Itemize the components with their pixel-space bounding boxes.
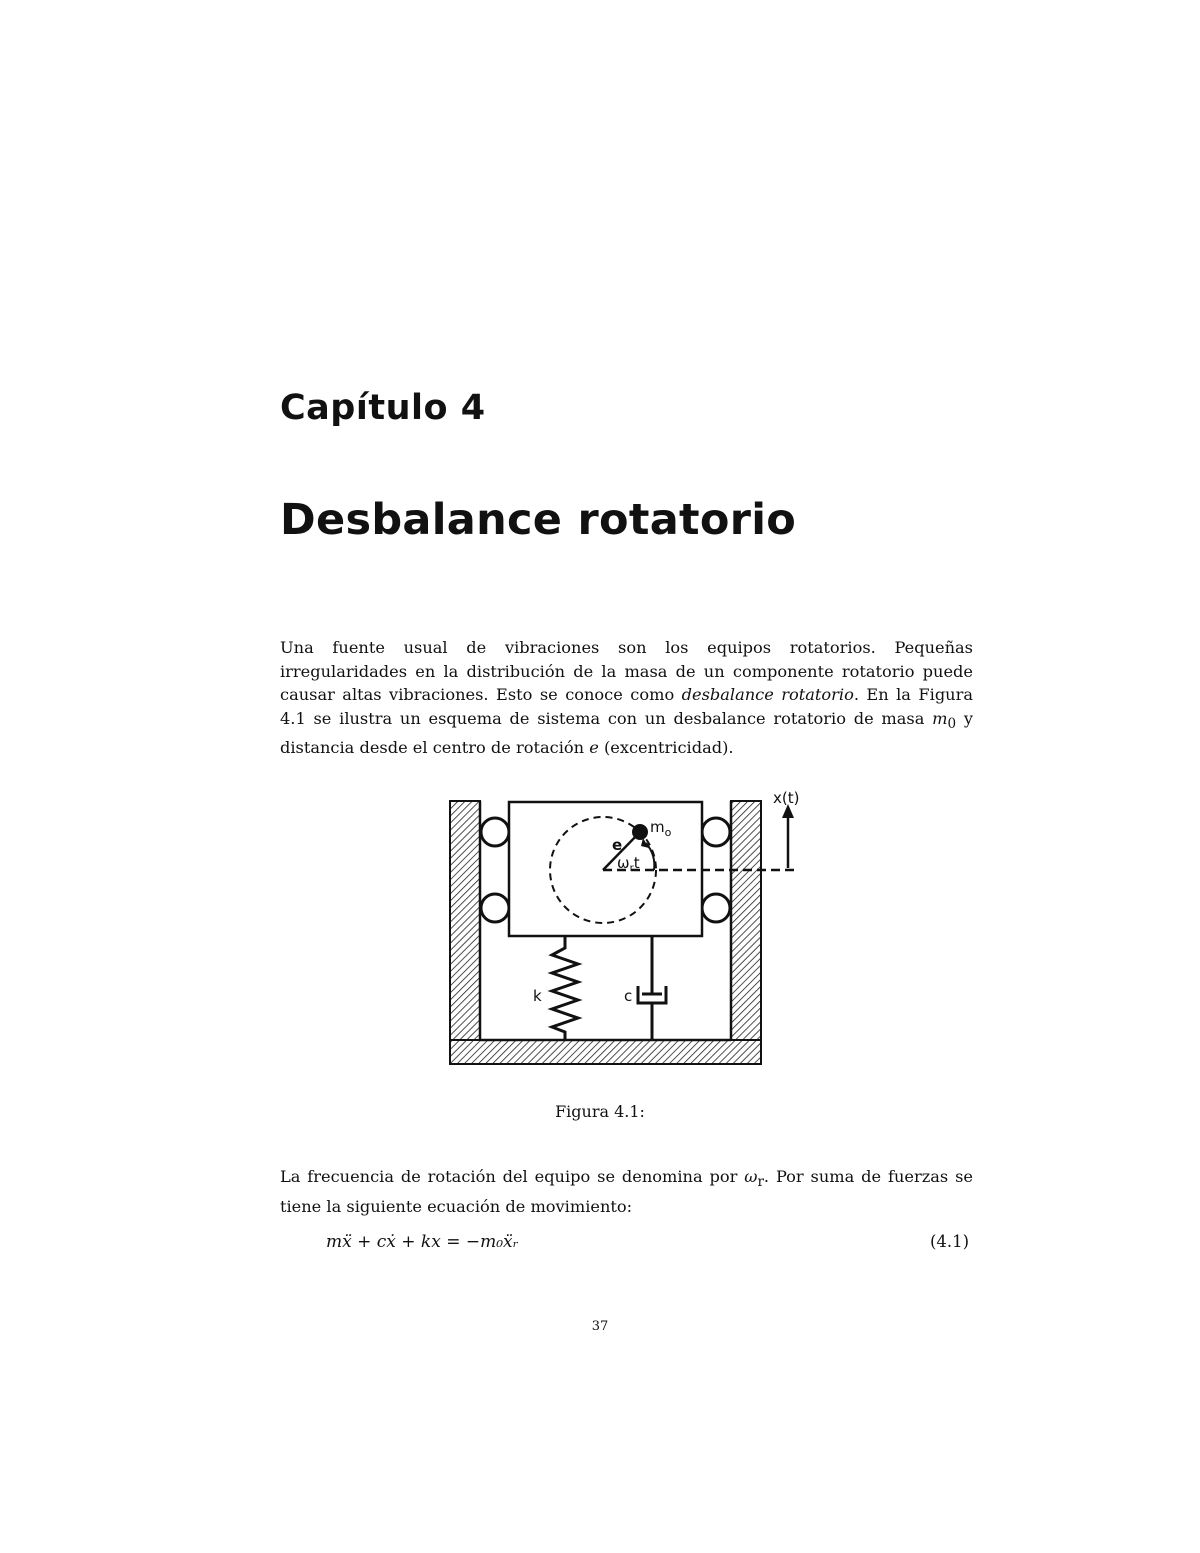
eccentricity-label: e — [612, 836, 623, 854]
spring-label: k — [533, 987, 542, 1005]
spring-k — [552, 936, 578, 1040]
chapter-label: Capítulo 4 — [280, 388, 486, 428]
intro-paragraph — [280, 636, 973, 760]
intro-text-4: (excentricidad). — [598, 738, 734, 758]
figure-caption: Figura 4.1: — [555, 1102, 645, 1121]
intro-emphasis: desbalance rotatorio — [681, 685, 854, 704]
omega-symbol: ω — [744, 1167, 758, 1186]
motion-text-2: . Por suma de fuerzas se tiene la siguiente ecuación de movimiento: — [280, 1167, 973, 1216]
equation-of-motion: mẍ + cẋ + kx = −m₀ẍᵣ — [326, 1232, 519, 1252]
mass-subscript: 0 — [947, 715, 957, 732]
chapter-title: Desbalance rotatorio — [280, 495, 797, 545]
displacement-arrow — [782, 804, 794, 868]
motion-text-1: La frecuencia de rotación del equipo se denomina por — [280, 1167, 745, 1186]
damper-c — [638, 936, 666, 1040]
rotating-unbalance-diagram — [440, 780, 820, 1080]
angle-label: $\omega_rt$ — [617, 854, 640, 874]
intro-text-1: Una fuente usual de vibraciones son los equipos rotatorios. Pequeñas irregularidades en la distribución de la masa de un componente rotatorio puede causar altas vibraciones. Esto se conoce como — [280, 638, 973, 704]
intro-text-3: y distancia desde el centro de rotación — [280, 708, 973, 758]
damper-label: c — [624, 987, 633, 1005]
motion-paragraph — [280, 1165, 973, 1218]
mass-label: $m_o$ — [650, 818, 672, 839]
displacement-label: x(t) — [773, 789, 800, 807]
unbalanced-mass-dot — [632, 824, 648, 840]
eccentricity-symbol: e — [589, 738, 599, 758]
mass-symbol: m — [932, 708, 948, 728]
omega-subscript: r — [757, 1174, 764, 1191]
intro-text-2: . En la Figura 4.1 se ilustra un esquema de sistema con un desbalance rotatorio de masa — [280, 685, 973, 728]
equation-number: (4.1) — [930, 1232, 970, 1251]
page-number: 37 — [591, 1319, 609, 1334]
